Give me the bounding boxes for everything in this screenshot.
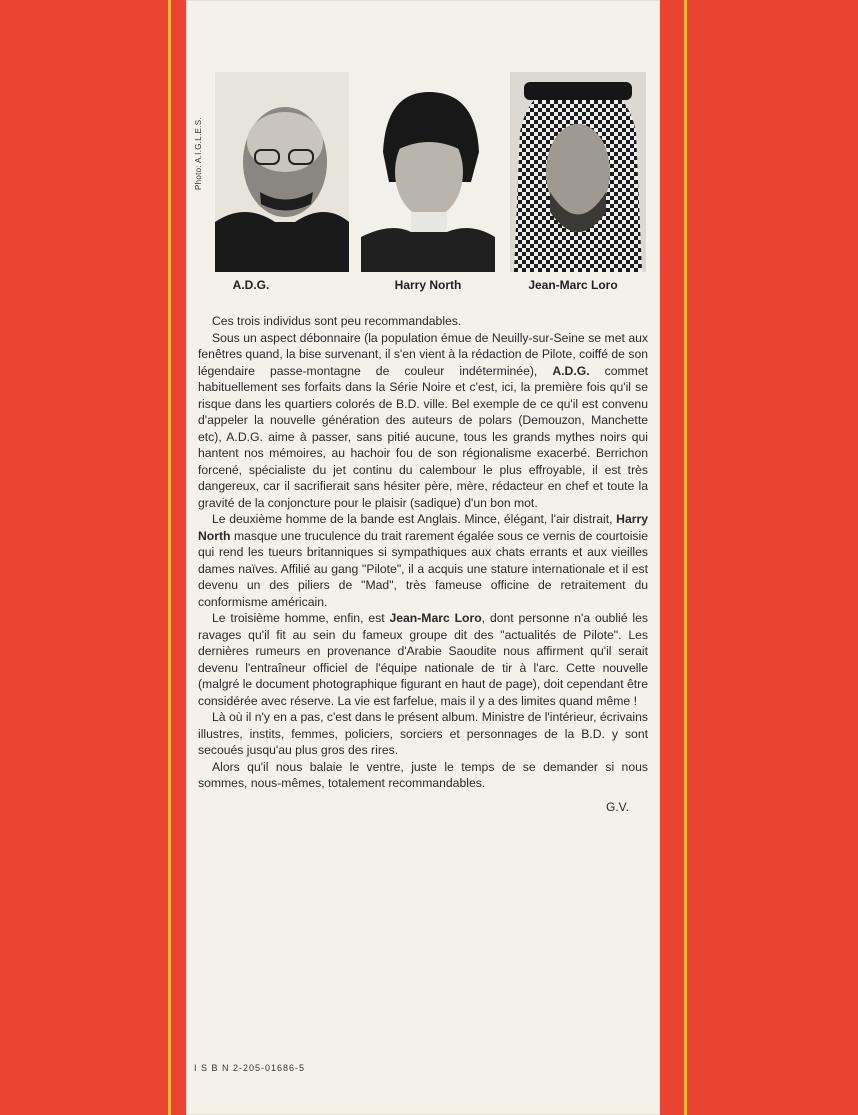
portrait-photo-adg	[215, 72, 349, 272]
paragraph: Alors qu'il nous balaie le ventre, juste le temps de se demander si nous sommes, nous-mêmes, totalement recommandables.	[198, 759, 648, 790]
paragraph: Le deuxième homme de la bande est Anglais. Mince, élégant, l'air distrait, Harry North masque une truculence du trait rarement égalée sous ce vernis de courtoisie qui rend les tueurs britanniques si sympathiques aux chats errants et aux vieilles dames naïves. Affilié au gang "Pilote", il a acquis une stature internationale et il est devenu un des piliers de "Mad", très fameuse officine de retraitement du conformisme américain.	[198, 512, 648, 609]
portrait-caption-adg: A.D.G.	[232, 278, 270, 292]
isbn-number: I S B N 2-205-01686-5	[194, 1063, 306, 1073]
author-name-adg: A.D.G.	[552, 363, 590, 378]
photo-credit: Photo: A.I.G.L.E.S.	[194, 117, 203, 190]
portrait-photo-jean-marc-loro	[510, 72, 646, 272]
cover-left-red-band	[0, 0, 185, 1115]
paragraph: Sous un aspect débonnaire (la population émue de Neuilly-sur-Seine se met aux fenêtres quand, la bise survenant, il s'en vient à la rédaction de Pilote, coiffé de son légendaire passe-montagne de couleur indéterminée), A.D.G. commet habituellement ses forfaits dans la Série Noire et c'est, ici, la première fois qu'il se risque dans les quartiers colorés de B.D. ville. Bel exemple de ce qu'il est convenu d'appeler la nouvelle génération des auteurs de polars (Demouzon, Manchette etc), A.D.G. aime à passer, sans pitié aucune, tous les grands mythes noirs qui hantent nos mémoires, au hachoir fou de son régionalisme exacerbé. Berrichon forcené, spécialiste du jet continu du calembour le plus effroyable, il est très dangereux, car il sacrifierait sans hésiter père, mère, rédacteur en chef et toute la gravité de la conjoncture pour le plaisir (sadique) d'un bon mot.	[198, 330, 648, 510]
paragraph: Ces trois individus sont peu recommandables.	[212, 314, 462, 328]
back-cover-text-panel	[186, 0, 660, 1115]
left-yellow-stripe	[168, 0, 171, 1115]
author-name-jean-marc-loro: Jean-Marc Loro	[389, 611, 482, 625]
signature: G.V.	[606, 800, 629, 814]
right-yellow-stripe	[684, 0, 687, 1115]
paragraph: Le troisième homme, enfin, est Jean-Marc Loro, dont personne n'a oublié les ravages qu'il fit au sein du fameux groupe dit des "actualités de Pilote". Les dernières rumeurs en provenance d'Arabie Saoudite nous affirment qu'il serait devenu l'entraîneur officiel de l'équipe nationale de tir à l'arc. Cette nouvelle (malgré le document photographique figurant en haut de page), doit cependant être considérée avec réserve. La vie est farfelue, mais il y a des limites quand même !	[198, 611, 648, 708]
author-name-harry-north: Harry North	[198, 512, 648, 543]
cover-right-red-band	[660, 0, 858, 1115]
blurb-text	[198, 313, 648, 792]
portrait-caption-harry-north: Harry North	[394, 278, 462, 292]
paragraph: Là où il n'y en a pas, c'est dans le présent album. Ministre de l'intérieur, écrivains illustres, instits, femmes, policiers, sorciers et personnages de la B.D. y sont secoués jusqu'au plus gros des rires.	[198, 710, 648, 757]
portrait-caption-jean-marc-loro: Jean-Marc Loro	[528, 278, 618, 292]
portrait-photo-harry-north	[361, 72, 495, 272]
